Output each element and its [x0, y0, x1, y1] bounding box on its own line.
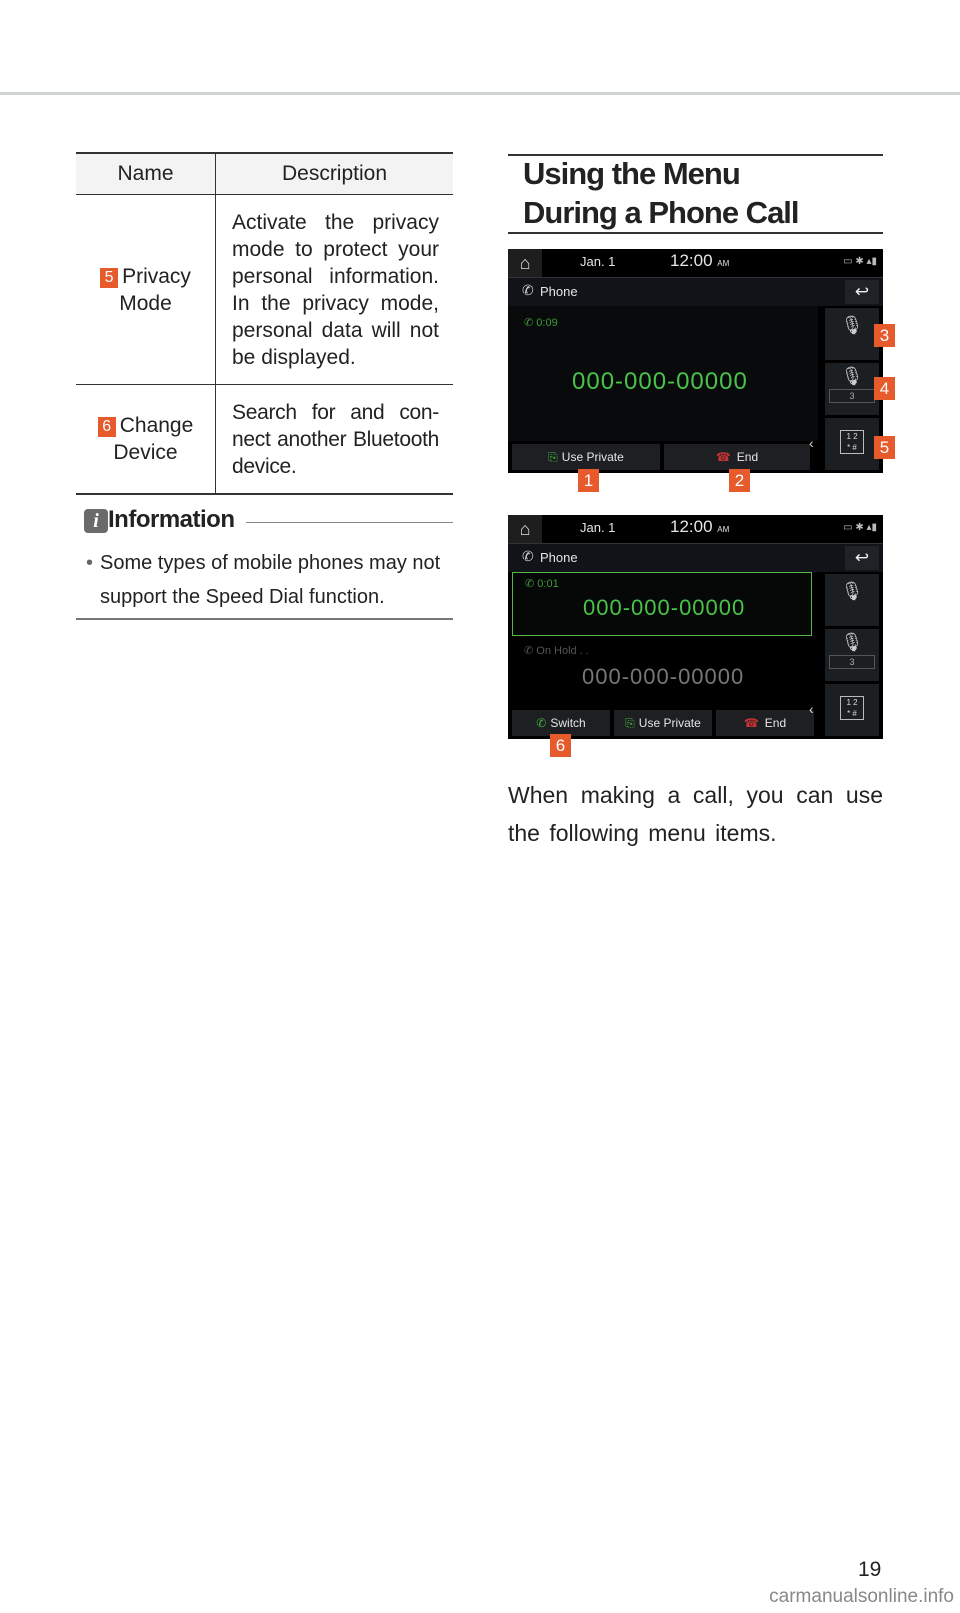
microphone-mute-icon: 🎙	[840, 315, 864, 335]
mic-volume-button[interactable]	[825, 363, 879, 415]
status-time: 12:00 AM	[670, 517, 730, 536]
back-arrow-icon[interactable]: ↩	[845, 546, 879, 570]
table-cell-name	[76, 385, 216, 495]
on-hold-number[interactable]: 000-000-00000	[582, 664, 745, 689]
callout-badge: 6	[98, 417, 116, 437]
phone-transfer-icon: ⎘	[548, 450, 558, 464]
table-header-name: Name	[76, 153, 216, 195]
page-number: 19	[858, 1558, 882, 1581]
table-cell-name	[76, 195, 216, 385]
call-end-icon: ☎	[743, 716, 759, 730]
information-text: Some types of mobile phones may not support the Speed Dial function.	[100, 552, 441, 608]
use-private-button[interactable]: ⎘ Use Private	[614, 710, 712, 736]
switch-button[interactable]: ✆ Switch	[512, 710, 610, 736]
active-call-box[interactable]	[512, 572, 812, 636]
watermark: carmanualsonline.info	[769, 1586, 954, 1607]
use-private-button[interactable]: ⎘ Use Private	[512, 444, 660, 470]
information-divider	[246, 522, 453, 523]
information-bottom-rule	[76, 618, 453, 620]
keypad-icon: 1 2 * #	[840, 430, 864, 454]
callout-4: 4	[874, 377, 895, 400]
status-time: 12:00 AM	[670, 251, 730, 270]
callout-2: 2	[729, 469, 750, 492]
volume-level: 3	[829, 655, 875, 669]
chevron-left-icon[interactable]: ‹	[809, 435, 814, 451]
volume-level: 3	[829, 389, 875, 403]
callout-1: 1	[578, 469, 599, 492]
keypad-button[interactable]	[825, 418, 879, 470]
end-call-button[interactable]: ☎ End	[716, 710, 814, 736]
phone-screen-single-call	[508, 249, 883, 473]
section-title-line1: Using the Menu	[523, 156, 740, 191]
home-icon[interactable]: ⌂	[508, 249, 542, 277]
switch-call-icon: ✆	[536, 716, 547, 730]
bottom-button-bar	[508, 441, 816, 473]
keypad-icon: 1 2 * #	[840, 696, 864, 720]
call-timer: ✆ 0:09	[524, 317, 558, 329]
table-cell-description: Activate the privacy mode to protect your personal information. In the privacy mode, personal data will not be displayed.	[216, 195, 454, 385]
side-button-column	[809, 572, 883, 739]
status-bar	[508, 249, 883, 278]
phone-icon: ✆	[522, 548, 534, 564]
microphone-volume-icon: 🎙	[840, 366, 864, 386]
phone-transfer-icon: ⎘	[625, 716, 635, 730]
table-row	[76, 195, 453, 385]
mic-volume-button[interactable]	[825, 629, 879, 681]
chevron-left-icon[interactable]: ‹	[809, 701, 814, 717]
body-paragraph: When making a call, you can use the following menu items.	[508, 782, 883, 846]
screen-title: Phone	[540, 550, 578, 565]
end-call-button[interactable]: ☎ End	[664, 444, 810, 470]
top-rule	[0, 92, 960, 95]
status-icons: ▭ ✱ ▴▮	[843, 522, 877, 533]
callout-5: 5	[874, 436, 895, 459]
call-number: 000-000-00000	[583, 595, 746, 620]
status-bar	[508, 515, 883, 544]
callout-badge: 5	[100, 268, 118, 288]
microphone-volume-icon: 🎙	[840, 632, 864, 652]
table-header-row	[76, 153, 453, 195]
back-arrow-icon[interactable]: ↩	[845, 280, 879, 304]
privacy-mute-button[interactable]	[825, 308, 879, 360]
callout-6: 6	[550, 734, 571, 757]
bullet-dot: •	[86, 552, 94, 574]
screen-title: Phone	[540, 284, 578, 299]
information-bullet	[86, 546, 467, 614]
section-bottom-rule	[508, 232, 883, 234]
information-header	[76, 506, 453, 540]
call-area	[508, 572, 818, 707]
on-hold-label: ✆ On Hold . .	[524, 645, 589, 657]
callout-3: 3	[874, 324, 895, 347]
information-icon: i	[84, 509, 108, 533]
information-title: Information	[108, 506, 235, 533]
item-name: Privacy Mode	[119, 264, 191, 315]
phone-screen-two-calls	[508, 515, 883, 739]
table-row	[76, 385, 453, 495]
phone-icon: ✆	[522, 282, 534, 298]
title-bar	[508, 544, 883, 572]
section-title-line2: During a Phone Call	[523, 195, 799, 230]
section-title	[523, 154, 799, 232]
status-date: Jan. 1	[580, 254, 616, 269]
microphone-mute-icon: 🎙	[840, 581, 864, 601]
status-icons: ▭ ✱ ▴▮	[843, 256, 877, 267]
table-header-description: Description	[216, 153, 454, 195]
keypad-button[interactable]	[825, 684, 879, 736]
table-cell-description: Search for and con-nect another Bluetooth device.	[216, 385, 454, 495]
call-end-icon: ☎	[715, 450, 731, 464]
status-date: Jan. 1	[580, 520, 616, 535]
title-bar	[508, 278, 883, 306]
call-area	[508, 306, 818, 441]
description-table	[76, 152, 453, 495]
call-timer: ✆ 0:01	[525, 578, 559, 590]
home-icon[interactable]: ⌂	[508, 515, 542, 543]
call-number: 000-000-00000	[572, 368, 748, 395]
privacy-mute-button[interactable]	[825, 574, 879, 626]
item-name: Change Device	[113, 414, 194, 464]
